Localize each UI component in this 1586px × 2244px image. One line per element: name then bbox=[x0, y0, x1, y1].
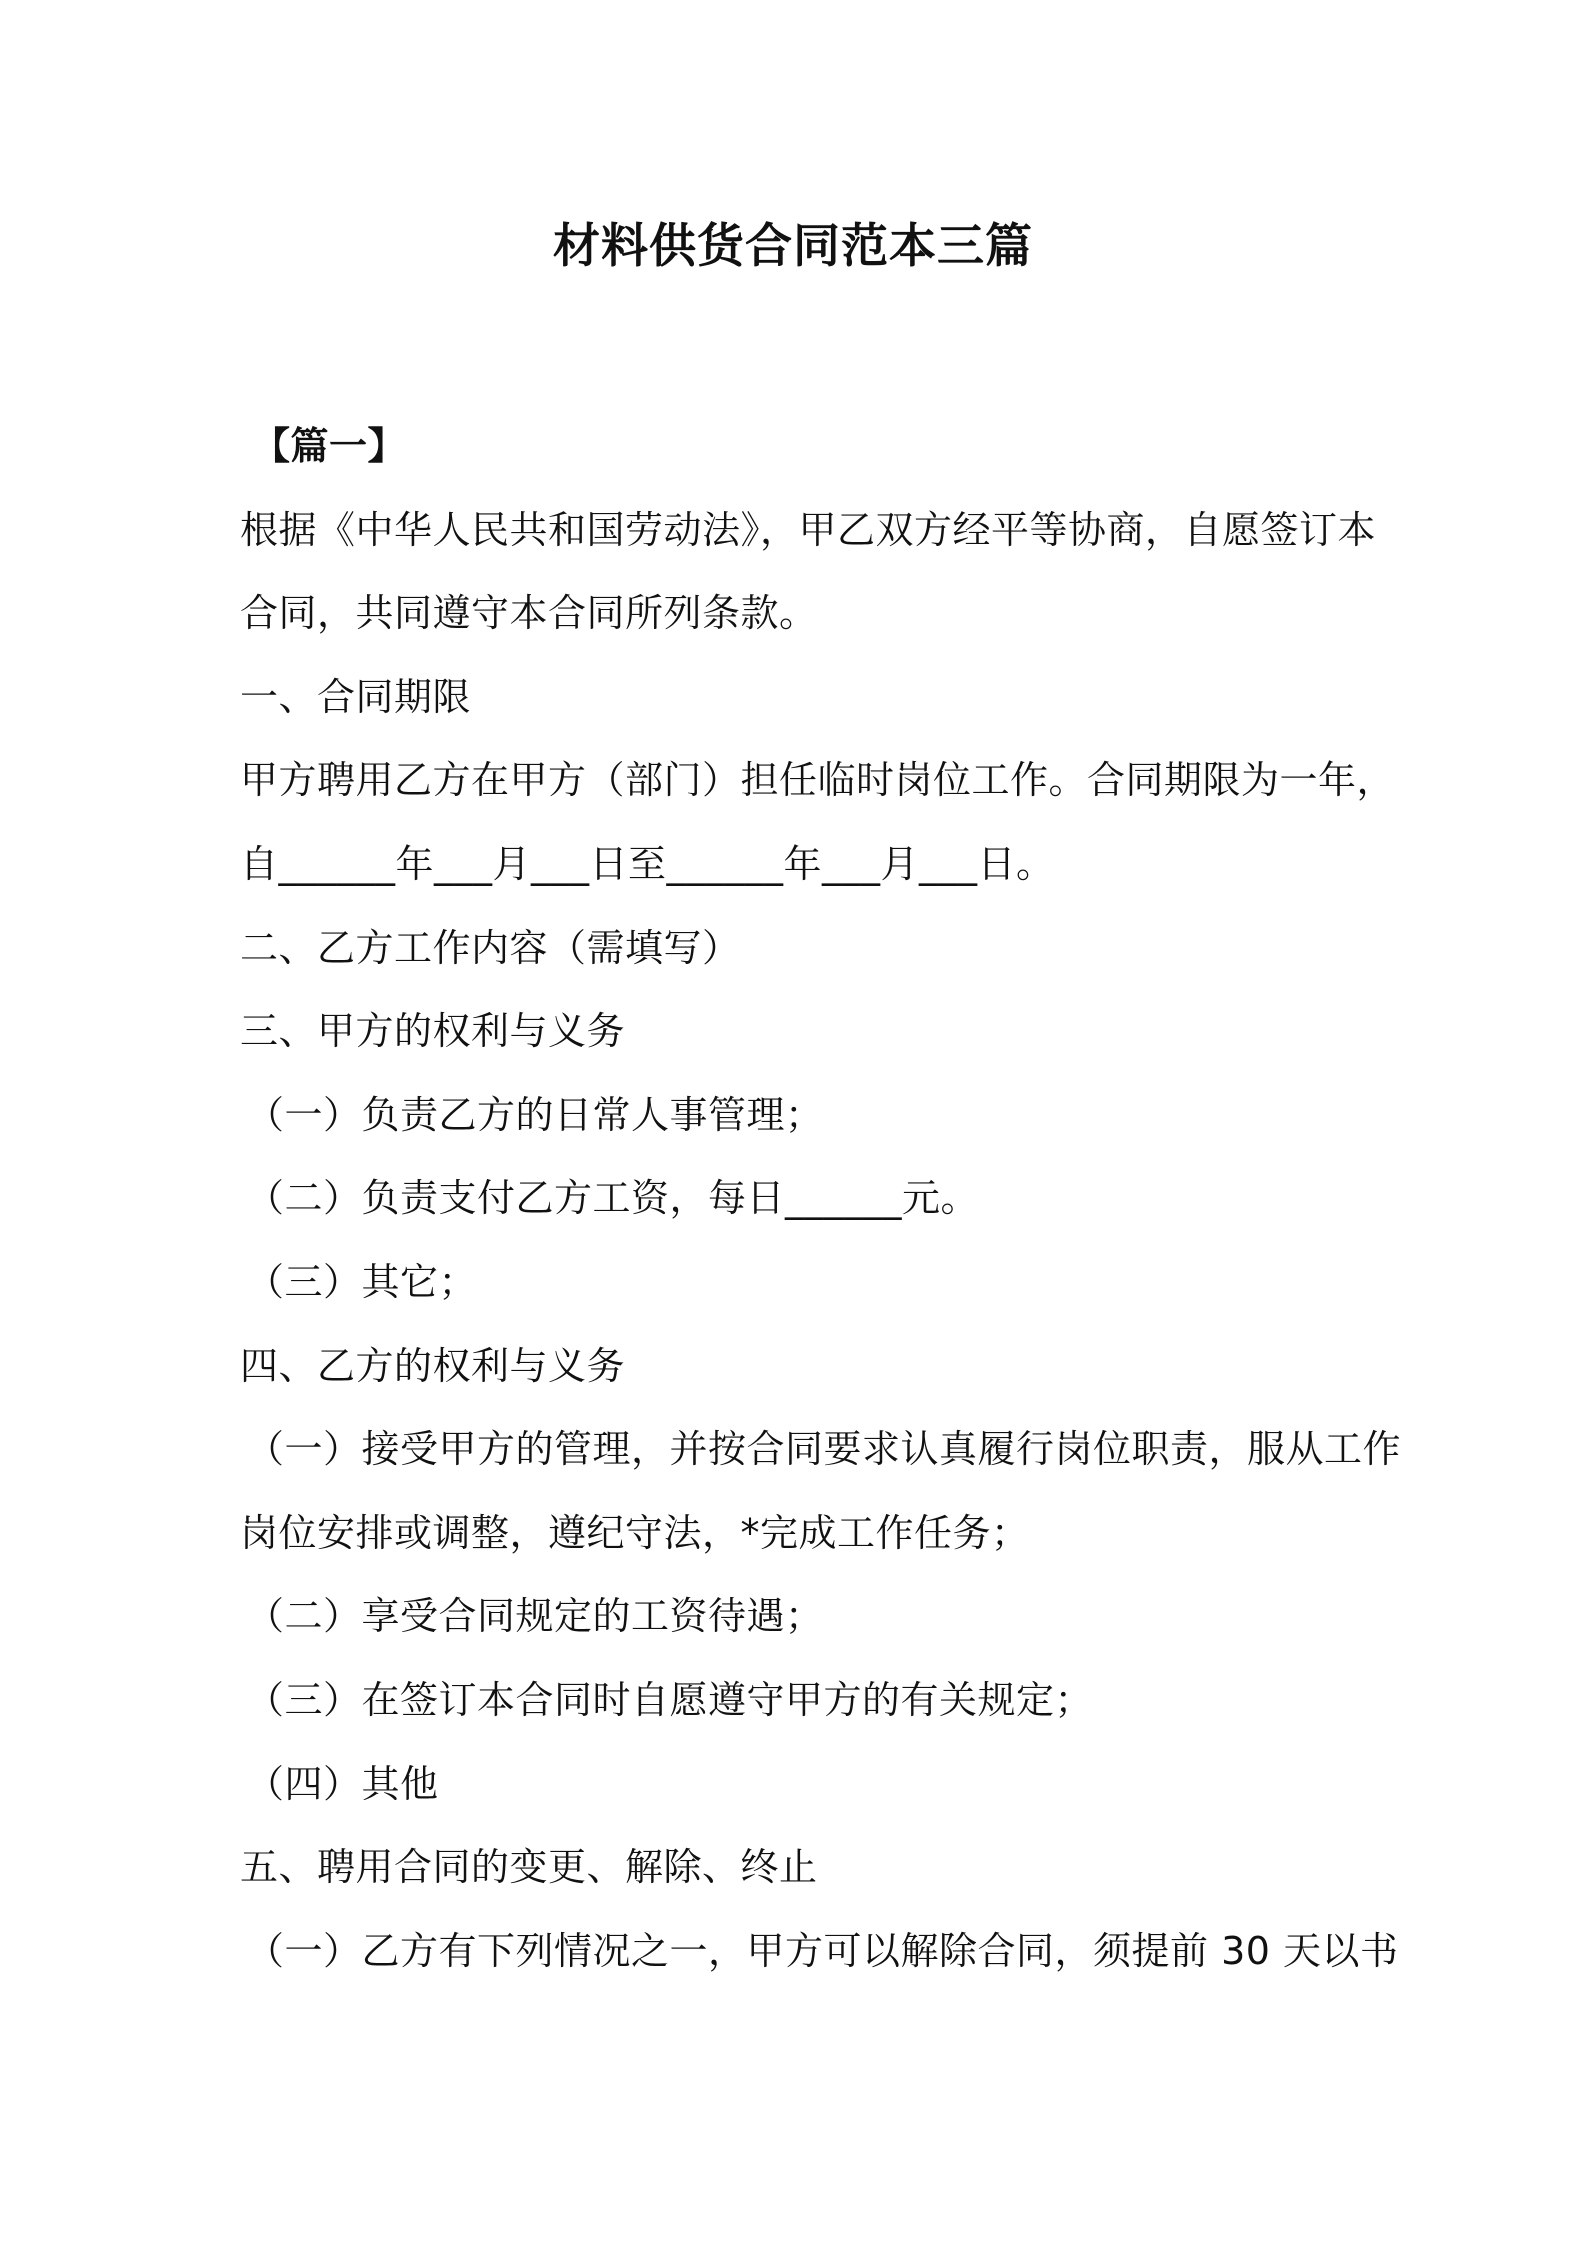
sub-clause-line: （三）在签订本合同时自愿遵守甲方的有关规定； bbox=[246, 1677, 1094, 1722]
clause-heading: 四、乙方的权利与义务 bbox=[240, 1343, 626, 1388]
clause-heading: 五、聘用合同的变更、解除、终止 bbox=[240, 1845, 818, 1890]
sub-clause-line: （三）其它； bbox=[246, 1259, 478, 1304]
sub-clause-line: （四）其他 bbox=[246, 1761, 439, 1806]
document-body bbox=[240, 405, 1402, 1993]
paragraph-line: 甲方聘用乙方在甲方（部门）担任临时岗位工作。合同期限为一年， bbox=[240, 758, 1396, 803]
paragraph-line: 自______年___月___日至______年___月___日。 bbox=[240, 841, 1055, 886]
sub-clause-line: （二）享受合同规定的工资待遇； bbox=[246, 1594, 824, 1639]
sub-clause-line: （一）接受甲方的管理，并按合同要求认真履行岗位职责，服从工作 bbox=[246, 1427, 1402, 1472]
clause-heading: 一、合同期限 bbox=[240, 674, 472, 719]
clause-heading: 二、乙方工作内容（需填写） bbox=[240, 925, 741, 970]
sub-clause-line: （二）负责支付乙方工资，每日______元。 bbox=[246, 1176, 980, 1221]
clause-heading: 三、甲方的权利与义务 bbox=[240, 1009, 626, 1054]
document-title: 材料供货合同范本三篇 bbox=[553, 219, 1033, 274]
paragraph-line: 岗位安排或调整，遵纪守法，*完成工作任务； bbox=[240, 1510, 1030, 1555]
paragraph-line: 根据《中华人民共和国劳动法》，甲乙双方经平等协商，自愿签订本 bbox=[240, 507, 1377, 552]
section-heading-part-one: 【篇一】 bbox=[252, 424, 407, 468]
sub-clause-line: （一）负责乙方的日常人事管理； bbox=[246, 1092, 824, 1137]
paragraph-line: 合同，共同遵守本合同所列条款。 bbox=[240, 591, 818, 636]
sub-clause-line: （一）乙方有下列情况之一，甲方可以解除合同，须提前 30 天以书 bbox=[246, 1928, 1399, 1973]
